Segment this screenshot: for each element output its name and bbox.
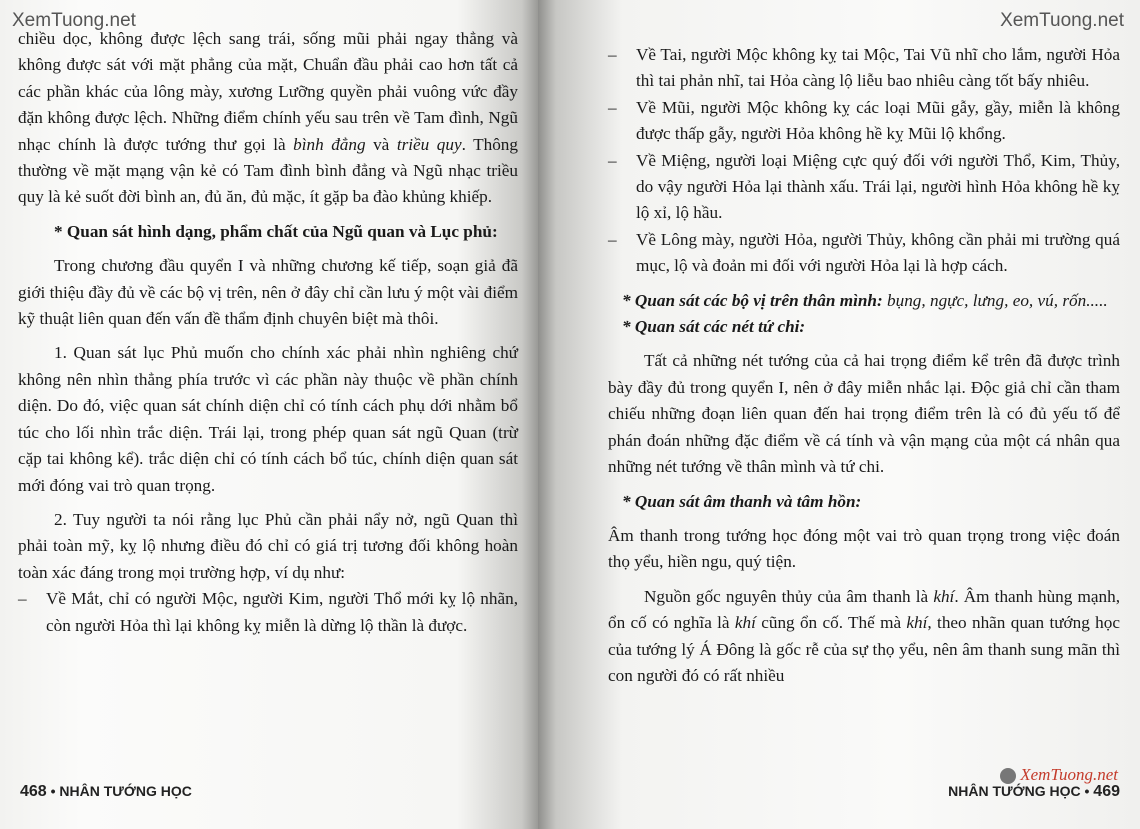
right-page bbox=[538, 0, 1140, 829]
paragraph-khi: Nguồn gốc nguyên thủy của âm thanh là khí. Âm thanh hùng mạnh, ổn cố có nghĩa là khí cũng ổn cố. Thế mà khí, theo nhãn quan tướng học của tướng lý Á Đông là gốc rễ của sự thọ yểu, nên âm thanh sung mãn thì con người đó có rất nhiều bbox=[608, 586, 1120, 685]
section-heading-am-thanh: * Quan sát âm thanh và tâm hồn: bbox=[622, 491, 862, 511]
paragraph-am-thanh: Âm thanh trong tướng học đóng một vai trò quan trọng trong việc đoán thọ yểu, hiền ngu, quý tiện. bbox=[608, 525, 1120, 572]
left-page-text bbox=[18, 26, 518, 639]
yin-yang-icon bbox=[1000, 768, 1016, 784]
bullet-tai: – Về Tai, người Mộc không kỵ tai Mộc, Tai Vũ nhĩ cho lắm, người Hỏa thì tai phản nhĩ, tai Hỏa càng lộ liễu bao nhiêu càng tốt bấy nhiêu. bbox=[608, 45, 1120, 91]
page-number-left: 468 bbox=[20, 783, 47, 800]
bullet-long-may: – Về Lông mày, người Hỏa, người Thủy, không cần phải mi trường quá mục, lộ và đoản mi đối với người Hỏa lại là hợp cách. bbox=[608, 229, 1120, 276]
emphasis-trieu-quy: triều quy bbox=[396, 134, 462, 154]
bullet-mat: – Về Mắt, chỉ có người Mộc, người Kim, người Thổ mới kỵ lộ nhãn, còn người Hỏa thì lại không kỵ miễn là dừng lộ thần là được. bbox=[18, 589, 518, 635]
bullet-mieng: – Về Miệng, người loại Miệng cực quý đối với người Thổ, Kim, Thủy, do vậy người Hỏa lại thành xấu. Trái lại, người hình Hỏa không hề kỵ lộ xỉ, lộ hầu. bbox=[608, 150, 1120, 223]
emphasis-binh-dang: bình đẳng bbox=[293, 134, 366, 154]
page-number-right: 469 bbox=[1093, 783, 1120, 800]
footer-right: NHÂN TƯỚNG HỌC • 469 bbox=[948, 783, 1120, 800]
section-heading-ngu-quan: * Quan sát hình dạng, phẩm chất của Ngũ quan và Lục phủ: bbox=[54, 221, 498, 241]
watermark-right: XemTuong.net bbox=[1000, 10, 1124, 31]
running-title-left: NHÂN TƯỚNG HỌC bbox=[59, 783, 192, 799]
footer-left: 468 • NHÂN TƯỚNG HỌC bbox=[20, 783, 192, 800]
running-title-right: NHÂN TƯỚNG HỌC bbox=[948, 783, 1081, 799]
paragraph-intro: Trong chương đầu quyển I và những chương kế tiếp, soạn giả đã giới thiệu đầy đủ về các bộ vị trên, nên ở đây chỉ cần lưu ý một vài điểm kỹ thuật liên quan đến vấn đề thẩm định chuyên biệt mà thôi. bbox=[18, 256, 518, 329]
section-heading-tu-chi: * Quan sát các nét tứ chi: bbox=[622, 317, 806, 337]
section-heading-than-minh: * Quan sát các bộ vị trên thân mình: bụng, ngực, lưng, eo, vú, rốn..... bbox=[622, 290, 1108, 310]
site-logo: XemTuong.net bbox=[1000, 765, 1118, 785]
paragraph-tu-chi: Tất cả những nét tướng của cả hai trọng điểm kể trên đã được trình bày đầy đủ trong quyển I, nên ở đây miễn nhắc lại. Độc giả chỉ cần tham chiếu những đoạn liên quan đến hai trọng điểm trên là có đủ yếu tố để phán đoán những đặc điểm về cá tính và vận mạng của một cá nhân qua những nét tướng về thân mình và tứ chi. bbox=[608, 351, 1120, 477]
bullet-mui: – Về Mũi, người Mộc không kỵ các loại Mũi gẫy, gầy, miễn là không được thấp gẫy, người Hỏa không hề kỵ Mũi lộ khổng. bbox=[608, 97, 1120, 144]
paragraph-continuation: chiều dọc, không được lệch sang trái, sống mũi phải ngay thẳng và không được sát với mặt phẳng của mặt, Chuẩn đầu phải cao hơn tất cả các phần khác của lông mày, xương Lưỡng quyền phải vuông vức đầy đặn không được lệch. Những điểm chính yếu sau trên về Tam đình, Ngũ nhạc chính là được tướng thư gọi là bình đẳng và triều quy. Thông thường về mặt mạng vận kẻ có Tam đình bình đẳng và Ngũ nhạc triều quy là kẻ suốt đời bình an, đủ ăn, đủ mặc, ít gặp ba đào khủng khiếp. bbox=[18, 29, 518, 207]
paragraph-point-1: 1. Quan sát lục Phủ muốn cho chính xác phải nhìn nghiêng chứ không nên nhìn thẳng phía trước vì các phần này thuộc về phần chính diện. Do đó, việc quan sát chính diện chỉ có tính cách phụ dới nhằm bổ túc cho lối nhìn trắc diện. Trái lại, trong phép quan sát ngũ Quan (trừ cặp tai không kể). trắc diện chỉ có tính cách bổ túc, chính diện quan sát mới đóng vai trò quan trọng. bbox=[18, 343, 518, 495]
right-page-text bbox=[608, 42, 1120, 689]
paragraph-point-2: 2. Tuy người ta nói rằng lục Phủ cần phải nẩy nở, ngũ Quan thì phải toàn mỹ, kỵ lộ nhưng điều đó chỉ có giá trị tương đối không hoàn toàn xác đáng trong mọi trường hợp, ví dụ như: bbox=[18, 509, 518, 582]
left-page bbox=[0, 0, 538, 829]
watermark-left: XemTuong.net bbox=[12, 10, 136, 31]
